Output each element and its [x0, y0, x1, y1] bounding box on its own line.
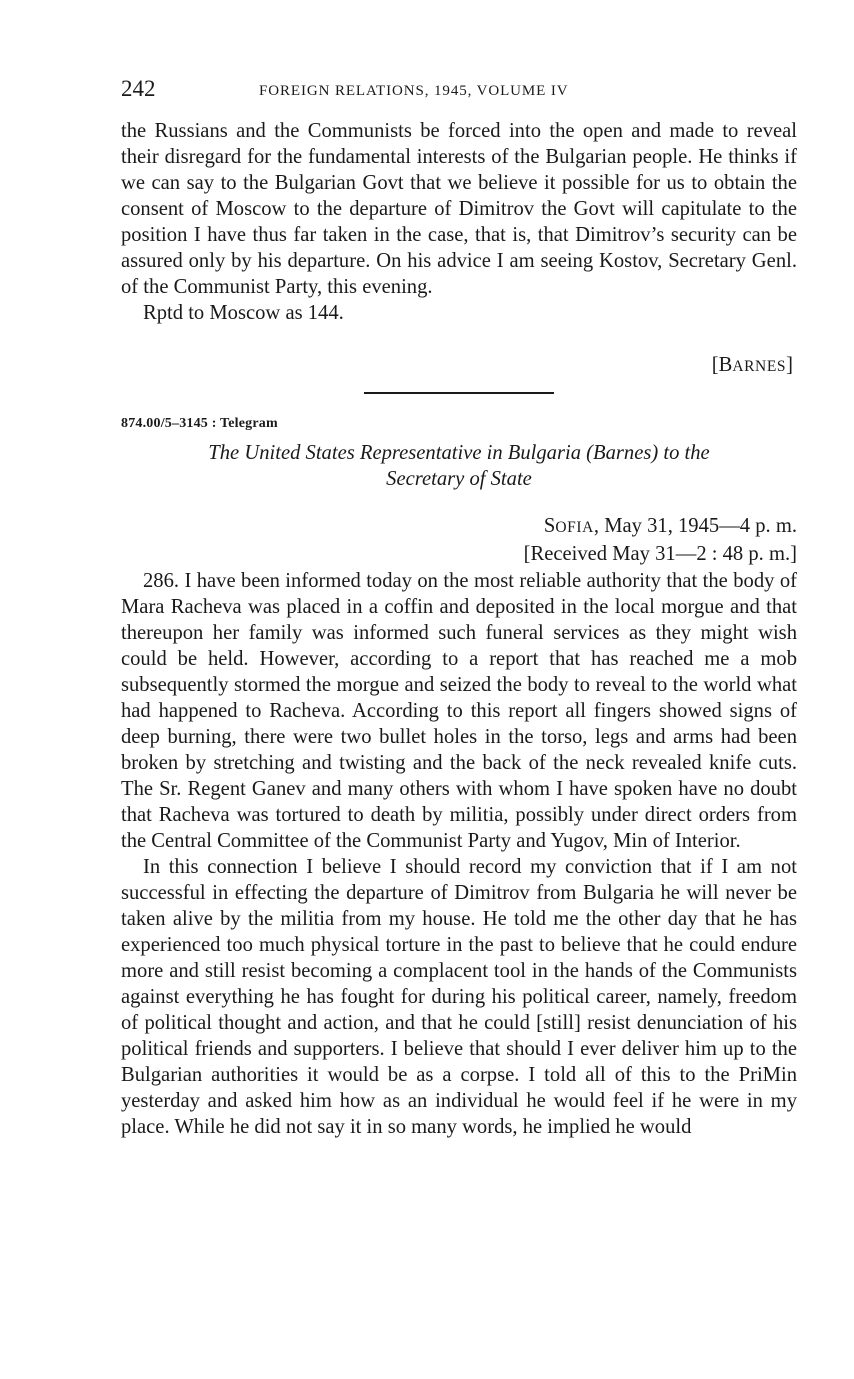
signature-close-bracket: ] [786, 354, 793, 376]
signature [712, 352, 793, 380]
page-number: 242 [121, 76, 156, 101]
place-initial: S [543, 515, 556, 537]
date-sent: , May 31, 1945—4 p. m. [593, 515, 797, 537]
heading-line-2: Secretary of State [386, 468, 532, 490]
document-heading [121, 440, 797, 492]
file-reference: 874.00/5–3145 : Telegram [121, 416, 278, 431]
signature-open-bracket: [ [711, 354, 719, 376]
telegram-body [121, 568, 797, 1140]
continuation-paragraph: the Russians and the Communists be forced into the open and made to reveal their disregard for the fundamental interests of the Bulgarian people. He thinks if we can say to the Bulgarian Govt that we believe it possible for us to obtain the consent of Moscow to the departure of Dimitrov the Govt will capitulate to the position I have thus far taken in the case, that is, that Dimitrov’s security can be assured only by his departure. On his advice I am seeing Kostov, Secretary Genl. of the Communist Party, this evening. [121, 120, 797, 298]
place-small-caps: OFIA [555, 519, 594, 536]
section-divider [364, 392, 554, 394]
heading-line-1: The United States Representative in Bulgaria (Barnes) to the [208, 442, 710, 464]
signature-initial: B [718, 354, 733, 376]
telegram-paragraph-1: 286. I have been informed today on the most reliable authority that the body of Mara Racheva was placed in a coffin and deposited in the local morgue and that thereupon her family was informed such funeral services as they might wish could be held. However, according to a report that has reached me a mob subsequently stormed the morgue and seized the body to reveal to the world what had happened to Racheva. According to this report all fingers showed signs of deep burning, there were two bullet holes in the torso, legs and arms had been broken by stretching and twisting and the back of the neck revealed knife cuts. The Sr. Regent Ganev and many others with whom I have spoken have no doubt that Racheva was tortured to death by militia, possibly under direct orders from the Central Committee of the Communist Party and Yugov, Min of Interior. [121, 570, 797, 852]
dateline [524, 513, 797, 567]
repeat-note: Rptd to Moscow as 144. [143, 302, 344, 324]
running-title: FOREIGN RELATIONS, 1945, VOLUME IV [259, 83, 569, 99]
continuation-text [121, 118, 797, 326]
running-header [121, 72, 797, 106]
signature-small-caps: ARNES [732, 358, 787, 375]
received-line: [Received May 31—2 : 48 p. m.] [523, 543, 797, 565]
sent-line [524, 513, 797, 541]
telegram-paragraph-2: In this connection I believe I should record my conviction that if I am not successful in effecting the departure of Dimitrov from Bulgaria he will never be taken alive by the militia from my house. He told me the other day that he has experienced too much physical torture in the past to believe that he could endure more and still resist becoming a complacent tool in the hands of the Communists against everything he has fought for during his political career, namely, freedom of political thought and action, and that he could [still] resist denunciation of his political friends and supporters. I believe that should I ever deliver him up to the Bulgarian authorities it would be as a corpse. I told all of this to the PriMin yesterday and asked him how as an individual he would feel if he were in my place. While he did not say it in so many words, he implied he would [121, 856, 797, 1138]
